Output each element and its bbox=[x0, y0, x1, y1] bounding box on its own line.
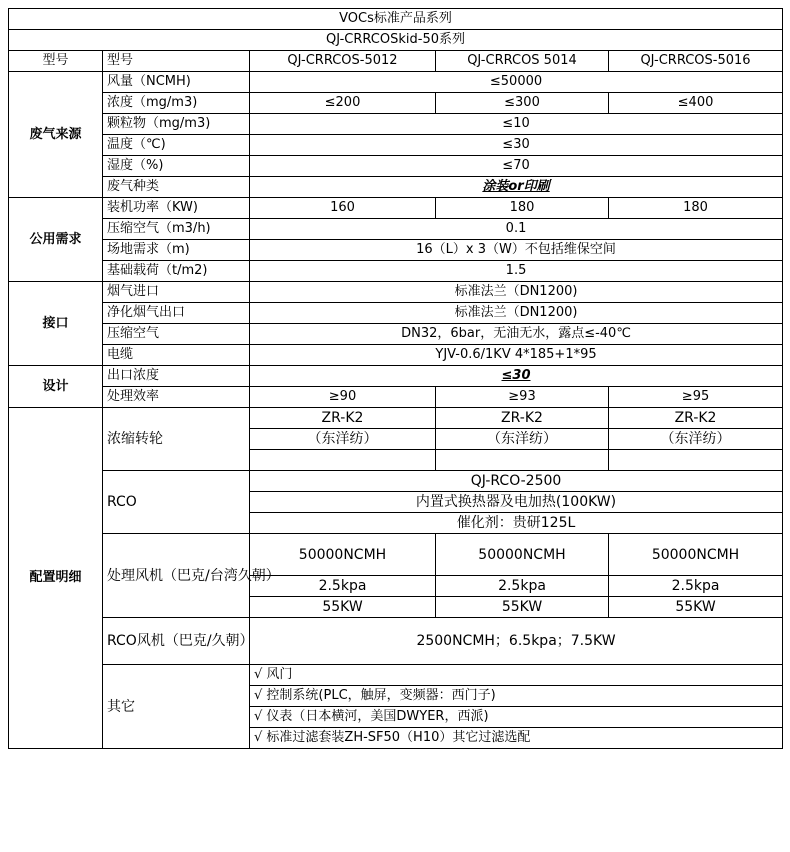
param-value: ≤400 bbox=[609, 93, 783, 114]
param-value: 2500NCMH；6.5kpa；7.5KW bbox=[250, 618, 783, 665]
param-label: 处理风机（巴克/台湾久朝） bbox=[103, 534, 250, 618]
param-value: ≤10 bbox=[250, 114, 783, 135]
table-row bbox=[9, 93, 783, 114]
header-model-2: QJ-CRRCOS 5014 bbox=[436, 51, 609, 72]
header-row bbox=[9, 51, 783, 72]
group-utilities: 公用需求 bbox=[9, 198, 103, 282]
param-value: 160 bbox=[250, 198, 436, 219]
param-value: （东洋纺） bbox=[250, 429, 436, 450]
param-label: 基础载荷（t/m2) bbox=[103, 261, 250, 282]
param-value: DN32，6bar，无油无水，露点≤-40℃ bbox=[250, 324, 783, 345]
param-value: 180 bbox=[609, 198, 783, 219]
header-param: 型号 bbox=[103, 51, 250, 72]
param-value: 催化剂：贵研125L bbox=[250, 513, 783, 534]
param-value: ≤30 bbox=[250, 135, 783, 156]
list-item: √ 仪表（日本横河，美国DWYER，西派) bbox=[250, 707, 783, 728]
param-label: 压缩空气 bbox=[103, 324, 250, 345]
param-value: ZR-K2 bbox=[609, 408, 783, 429]
param-value: ≤70 bbox=[250, 156, 783, 177]
group-source: 废气来源 bbox=[9, 72, 103, 198]
param-value: 1.5 bbox=[250, 261, 783, 282]
title-row bbox=[9, 9, 783, 30]
series-row bbox=[9, 30, 783, 51]
param-value: 55KW bbox=[609, 597, 783, 618]
table-row bbox=[9, 366, 783, 387]
table-row bbox=[9, 303, 783, 324]
param-label: RCO bbox=[103, 471, 250, 534]
param-value bbox=[250, 366, 783, 387]
param-value: 55KW bbox=[250, 597, 436, 618]
param-value: 2.5kpa bbox=[250, 576, 436, 597]
param-label: 风量（NCMH) bbox=[103, 72, 250, 93]
list-item: √ 标准过滤套装ZH-SF50（H10）其它过滤选配 bbox=[250, 728, 783, 749]
header-model-3: QJ-CRRCOS-5016 bbox=[609, 51, 783, 72]
empty-cell bbox=[436, 450, 609, 471]
param-label: 出口浓度 bbox=[103, 366, 250, 387]
table-row bbox=[9, 471, 783, 492]
param-value: ≥90 bbox=[250, 387, 436, 408]
param-value: 2.5kpa bbox=[609, 576, 783, 597]
param-value: 50000NCMH bbox=[436, 534, 609, 576]
empty-cell bbox=[250, 450, 436, 471]
param-value: 16（L）x 3（W）不包括维保空间 bbox=[250, 240, 783, 261]
param-label: 湿度（%) bbox=[103, 156, 250, 177]
table-row bbox=[9, 534, 783, 576]
param-label: 装机功率（KW) bbox=[103, 198, 250, 219]
list-item: √ 风门 bbox=[250, 665, 783, 686]
group-config: 配置明细 bbox=[9, 408, 103, 749]
group-interfaces: 接口 bbox=[9, 282, 103, 366]
param-label: 浓度（mg/m3) bbox=[103, 93, 250, 114]
param-value: 50000NCMH bbox=[250, 534, 436, 576]
param-label: 其它 bbox=[103, 665, 250, 749]
table-row bbox=[9, 135, 783, 156]
param-label: 浓缩转轮 bbox=[103, 408, 250, 471]
param-value: YJV-0.6/1KV 4*185+1*95 bbox=[250, 345, 783, 366]
table-row bbox=[9, 198, 783, 219]
table-row bbox=[9, 408, 783, 429]
table-row bbox=[9, 282, 783, 303]
param-label: 净化烟气出口 bbox=[103, 303, 250, 324]
param-label: 颗粒物（mg/m3) bbox=[103, 114, 250, 135]
param-value: ZR-K2 bbox=[436, 408, 609, 429]
spec-table bbox=[8, 8, 783, 749]
table-row bbox=[9, 72, 783, 93]
param-value: （东洋纺） bbox=[609, 429, 783, 450]
param-value bbox=[250, 177, 783, 198]
param-label: 场地需求（m) bbox=[103, 240, 250, 261]
param-value: ≤300 bbox=[436, 93, 609, 114]
param-value: 180 bbox=[436, 198, 609, 219]
param-value: ≤200 bbox=[250, 93, 436, 114]
table-row bbox=[9, 240, 783, 261]
param-value: 标准法兰（DN1200) bbox=[250, 282, 783, 303]
param-value: 2.5kpa bbox=[436, 576, 609, 597]
header-group: 型号 bbox=[9, 51, 103, 72]
param-value: ≤50000 bbox=[250, 72, 783, 93]
table-row bbox=[9, 345, 783, 366]
param-label: 废气种类 bbox=[103, 177, 250, 198]
param-value: 0.1 bbox=[250, 219, 783, 240]
param-value: 内置式换热器及电加热(100KW) bbox=[250, 492, 783, 513]
outlet-conc-value: ≤30 bbox=[501, 368, 531, 383]
table-row bbox=[9, 219, 783, 240]
header-model-1: QJ-CRRCOS-5012 bbox=[250, 51, 436, 72]
param-label: 处理效率 bbox=[103, 387, 250, 408]
param-value: QJ-RCO-2500 bbox=[250, 471, 783, 492]
table-row bbox=[9, 114, 783, 135]
param-value: ZR-K2 bbox=[250, 408, 436, 429]
param-value: （东洋纺） bbox=[436, 429, 609, 450]
group-design: 设计 bbox=[9, 366, 103, 408]
param-value: 标准法兰（DN1200) bbox=[250, 303, 783, 324]
param-label: 温度（℃) bbox=[103, 135, 250, 156]
param-value: ≥95 bbox=[609, 387, 783, 408]
param-value: 55KW bbox=[436, 597, 609, 618]
table-row bbox=[9, 618, 783, 665]
table-row bbox=[9, 261, 783, 282]
table-row bbox=[9, 387, 783, 408]
empty-cell bbox=[609, 450, 783, 471]
param-label: 压缩空气（m3/h) bbox=[103, 219, 250, 240]
series-title: QJ-CRRCOSkid-50系列 bbox=[9, 30, 783, 51]
gas-type-value: 涂装or印刷 bbox=[482, 179, 550, 194]
param-value: 50000NCMH bbox=[609, 534, 783, 576]
param-value: ≥93 bbox=[436, 387, 609, 408]
table-row bbox=[9, 665, 783, 686]
param-label: RCO风机（巴克/久朝） bbox=[103, 618, 250, 665]
param-label: 烟气进口 bbox=[103, 282, 250, 303]
table-row bbox=[9, 156, 783, 177]
param-label: 电缆 bbox=[103, 345, 250, 366]
table-row bbox=[9, 177, 783, 198]
list-item: √ 控制系统(PLC，触屏，变频器：西门子) bbox=[250, 686, 783, 707]
table-title: VOCs标准产品系列 bbox=[9, 9, 783, 30]
table-row bbox=[9, 324, 783, 345]
